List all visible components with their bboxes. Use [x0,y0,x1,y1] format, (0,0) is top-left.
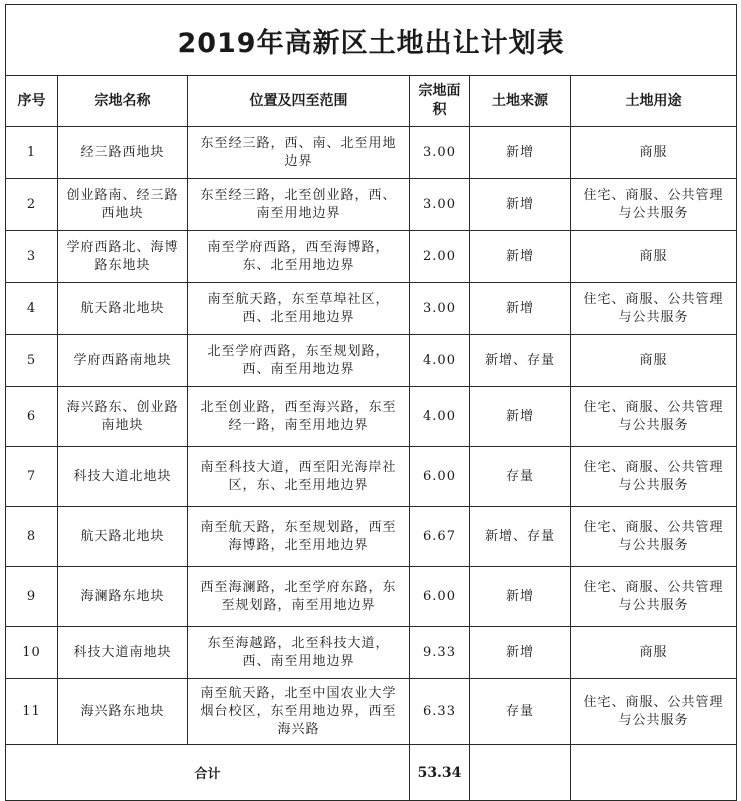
cell-seq: 6 [6,387,58,447]
cell-area: 3.00 [410,283,470,335]
cell-seq: 3 [6,231,58,283]
cell-seq: 7 [6,447,58,507]
total-label: 合计 [6,745,410,801]
cell-source: 新增 [470,283,571,335]
cell-location: 南至航天路，东至规划路，西至海博路，北至用地边界 [188,507,410,567]
header-use: 土地用途 [571,76,737,127]
cell-source: 新增 [470,127,571,179]
cell-area: 9.33 [410,627,470,679]
cell-location: 南至学府西路，西至海博路，东、北至用地边界 [188,231,410,283]
cell-name: 航天路北地块 [58,283,188,335]
cell-use: 住宅、商服、公共管理与公共服务 [571,387,737,447]
cell-source: 新增 [470,627,571,679]
cell-source: 存量 [470,447,571,507]
cell-seq: 11 [6,679,58,745]
cell-source: 存量 [470,679,571,745]
total-area: 53.34 [410,745,470,801]
cell-location: 北至创业路，西至海兴路，东至经一路，南至用地边界 [188,387,410,447]
cell-name: 经三路西地块 [58,127,188,179]
table-row [6,507,737,567]
cell-location: 西至海澜路，北至学府东路，东至规划路，南至用地边界 [188,567,410,627]
cell-area: 2.00 [410,231,470,283]
cell-location: 南至航天路，北至中国农业大学烟台校区，东至用地边界，西至海兴路 [188,679,410,745]
table-row [6,387,737,447]
cell-seq: 2 [6,179,58,231]
table-row [6,679,737,745]
cell-location: 东至海越路，北至科技大道，西、南至用地边界 [188,627,410,679]
table-row [6,283,737,335]
table-row [6,447,737,507]
cell-use: 住宅、商服、公共管理与公共服务 [571,567,737,627]
cell-name: 学府西路北、海博路东地块 [58,231,188,283]
total-row [6,745,737,801]
cell-use: 商服 [571,335,737,387]
cell-source: 新增 [470,231,571,283]
table-row [6,231,737,283]
cell-location: 南至科技大道，西至阳光海岸社区，东、北至用地边界 [188,447,410,507]
table-row [6,567,737,627]
cell-location: 南至航天路，东至草埠社区，西、北至用地边界 [188,283,410,335]
cell-name: 海兴路东地块 [58,679,188,745]
land-transfer-table [5,4,737,801]
cell-use: 商服 [571,127,737,179]
cell-source: 新增 [470,179,571,231]
land-plan-document [5,4,736,801]
table-title: 2019年高新区土地出让计划表 [6,5,737,76]
header-source: 土地来源 [470,76,571,127]
cell-name: 科技大道南地块 [58,627,188,679]
cell-area: 6.33 [410,679,470,745]
table-row [6,127,737,179]
cell-area: 4.00 [410,387,470,447]
cell-use: 住宅、商服、公共管理与公共服务 [571,283,737,335]
cell-area: 3.00 [410,127,470,179]
cell-name: 创业路南、经三路西地块 [58,179,188,231]
cell-use: 住宅、商服、公共管理与公共服务 [571,179,737,231]
cell-use: 商服 [571,231,737,283]
cell-seq: 1 [6,127,58,179]
table-row [6,335,737,387]
cell-location: 东至经三路，西、南、北至用地边界 [188,127,410,179]
header-name: 宗地名称 [58,76,188,127]
cell-seq: 4 [6,283,58,335]
table-row [6,179,737,231]
header-row [6,76,737,127]
cell-location: 北至学府西路，东至规划路，西、南至用地边界 [188,335,410,387]
cell-source: 新增 [470,567,571,627]
cell-name: 海兴路东、创业路南地块 [58,387,188,447]
table-row [6,627,737,679]
header-area: 宗地面积 [410,76,470,127]
total-empty-source [470,745,571,801]
header-seq: 序号 [6,76,58,127]
cell-area: 6.00 [410,447,470,507]
cell-source: 新增、存量 [470,335,571,387]
cell-source: 新增 [470,387,571,447]
cell-seq: 10 [6,627,58,679]
cell-name: 科技大道北地块 [58,447,188,507]
cell-name: 航天路北地块 [58,507,188,567]
cell-seq: 8 [6,507,58,567]
cell-name: 海澜路东地块 [58,567,188,627]
cell-use: 住宅、商服、公共管理与公共服务 [571,447,737,507]
cell-area: 6.00 [410,567,470,627]
cell-seq: 9 [6,567,58,627]
cell-area: 3.00 [410,179,470,231]
cell-area: 4.00 [410,335,470,387]
cell-use: 住宅、商服、公共管理与公共服务 [571,507,737,567]
cell-use: 商服 [571,627,737,679]
header-location: 位置及四至范围 [188,76,410,127]
cell-use: 住宅、商服、公共管理与公共服务 [571,679,737,745]
cell-seq: 5 [6,335,58,387]
cell-source: 新增、存量 [470,507,571,567]
cell-area: 6.67 [410,507,470,567]
cell-location: 东至经三路，北至创业路，西、南至用地边界 [188,179,410,231]
cell-name: 学府西路南地块 [58,335,188,387]
total-empty-use [571,745,737,801]
